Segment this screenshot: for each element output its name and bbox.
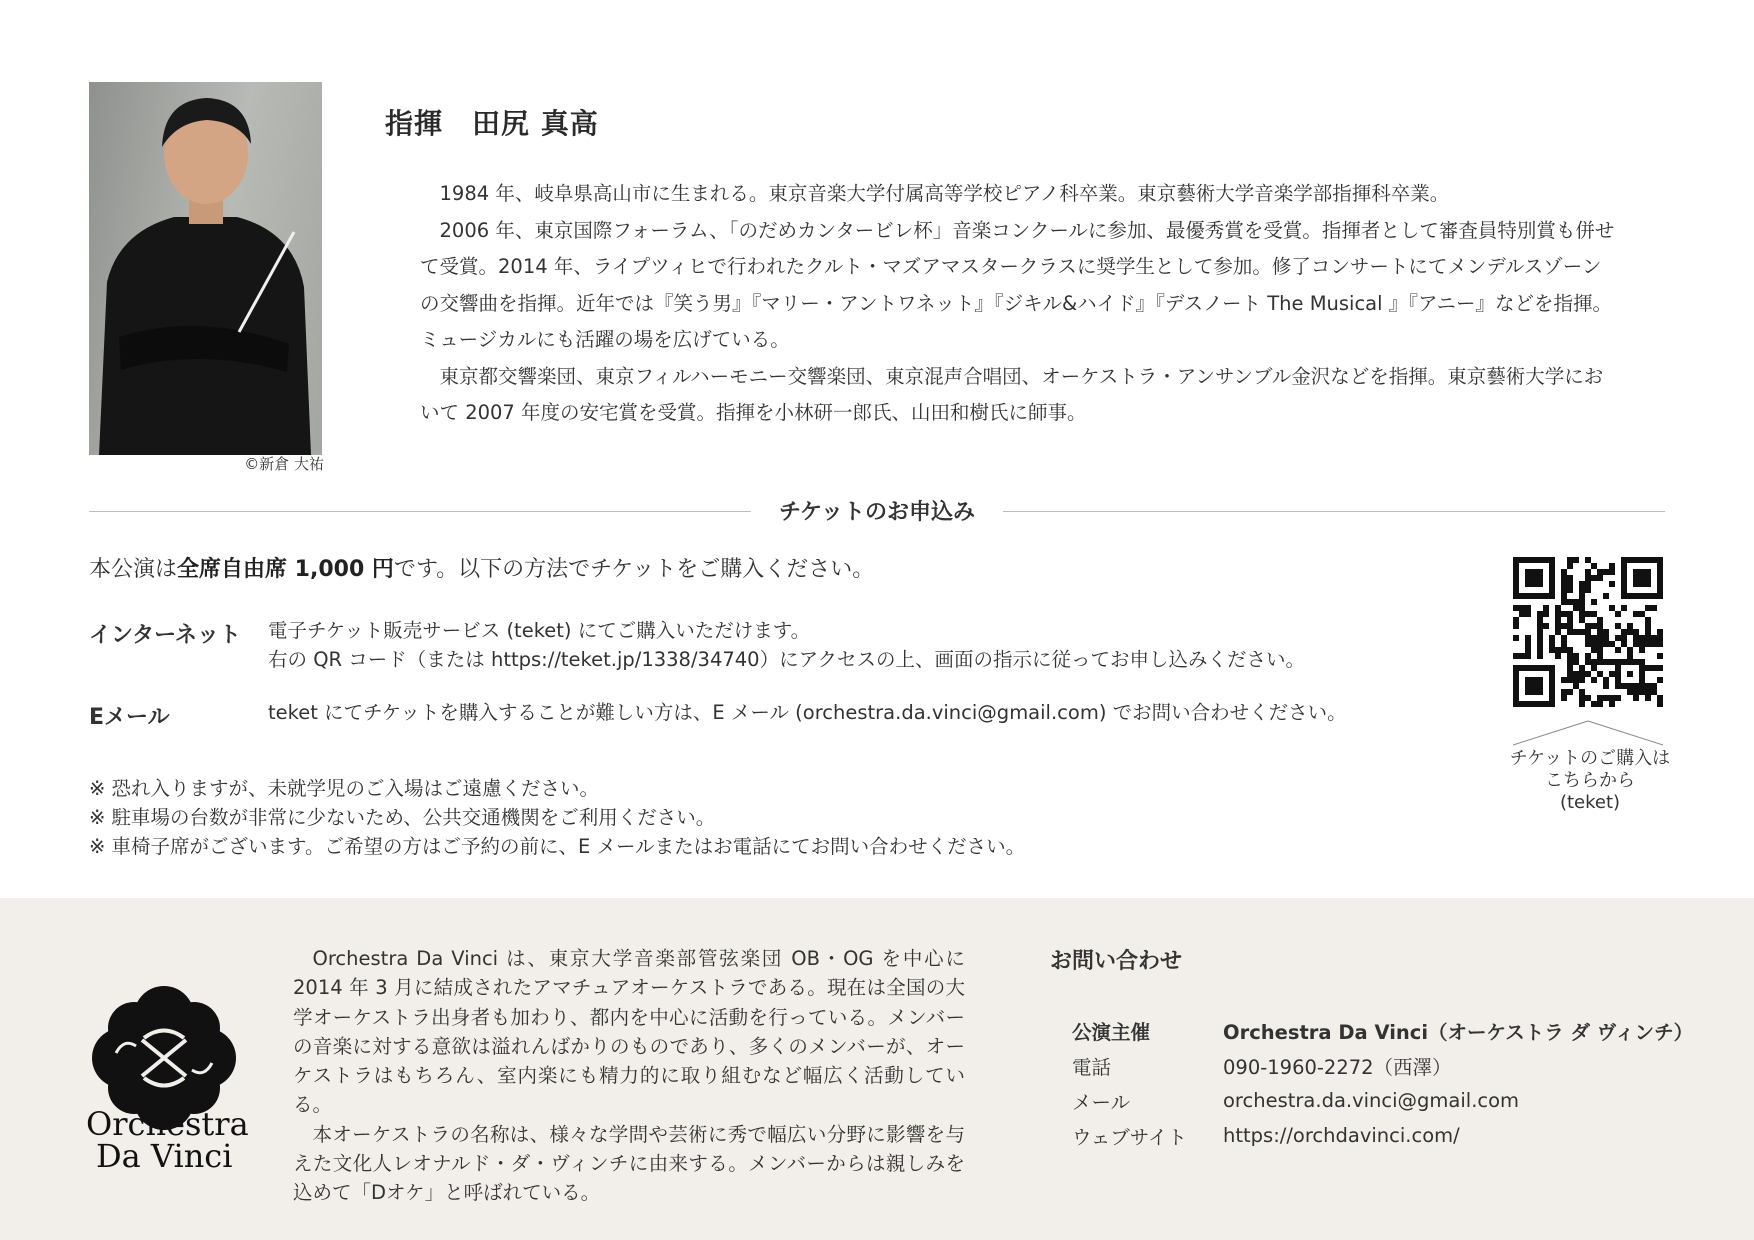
about-paragraph: 本オーケストラの名称は、様々な学問や芸術に秀で幅広い分野に影響を与えた文化人レオナルド・ダ・ヴィンチに由来する。メンバーからは親しみを込めて「Dオケ」と呼ばれている。: [293, 1122, 965, 1205]
divider: [1003, 511, 1665, 512]
conductor-name: 指揮 田尻 真高: [385, 107, 599, 140]
email-text: teket にてチケットを購入することが難しい方は、E メール (orchestra.da.vinci@gmail.com) でお問い合わせください。: [268, 701, 1347, 724]
ticket-intro: [89, 552, 874, 583]
contact-label: 公演主催: [1072, 1020, 1151, 1044]
ticket-heading: チケットのお申込み: [778, 500, 976, 525]
conductor-photo: [89, 82, 322, 455]
internet-text: [268, 616, 1305, 674]
logo-line: Orchestra: [86, 1105, 249, 1143]
conductor-bio: [420, 176, 1620, 432]
qr-caption-line: こちらから: [1545, 770, 1635, 791]
divider: [89, 511, 751, 512]
contact-row-website: [1072, 1118, 1693, 1153]
contact-label: ウェブサイト: [1072, 1125, 1187, 1149]
note-item: ※ 恐れ入りますが、未就学児のご入場はご遠慮ください。: [89, 777, 600, 800]
about-paragraph: Orchestra Da Vinci は、東京大学音楽部管弦楽団 OB・OG を中心に 2014 年 3 月に結成されたアマチュアオーケストラである。現在は全国の大学オーケストラ出身者も加わり、都内を中心に活動を行っている。メンバーの音楽に対する意欲は溢れんばかりのものであり、多くのメンバーが、オーケストラはもちろん、室内楽にも精力的に取り組むなど幅広く活動している。: [293, 947, 965, 1117]
ticket-qr-code[interactable]: [1513, 557, 1663, 707]
bio-paragraph: 東京都交響楽団、東京フィルハーモニー交響楽団、東京混声合唱団、オーケストラ・アンサンブル金沢などを指揮。東京藝術大学において 2007 年度の安宅賞を受賞。指揮を小林研一郎氏、山田和樹氏に師事。: [420, 364, 1604, 424]
orchestra-about: [293, 944, 965, 1208]
qr-caption-line: (teket): [1559, 792, 1621, 813]
internet-line: 右の QR コード（または https://teket.jp/1338/34740）にアクセスの上、画面の指示に従ってお申し込みください。: [268, 648, 1305, 671]
intro-text: 本公演は: [89, 557, 178, 582]
qr-caption: [1485, 748, 1695, 814]
contact-value[interactable]: https://orchdavinci.com/: [1223, 1124, 1460, 1147]
price-text: 全席自由席 1,000 円: [177, 557, 394, 582]
contact-value[interactable]: orchestra.da.vinci@gmail.com: [1223, 1089, 1520, 1112]
qr-caption-line: チケットのご購入は: [1509, 748, 1671, 769]
note-item: ※ 車椅子席がございます。ご希望の方はご予約の前に、E メールまたはお電話にてお問い合わせください。: [89, 835, 1026, 858]
contact-row-phone: [1072, 1048, 1693, 1083]
bio-paragraph: 2006 年、東京国際フォーラム、「のだめカンタービレ杯」音楽コンクールに参加、最優秀賞を受賞。指揮者として審査員特別賞も併せて受賞。2014 年、ライプツィヒで行われたクルト・マズアマスタークラスに奨学生として参加。修了コンサートにてメンデルスゾーンの交響曲を指揮。近年では『笑う男』『マリー・アントワネット』『ジキル&ハイド』『デスノート The Musical 』『アニー』などを指揮。ミュージカルにも活躍の場を広げている。: [420, 218, 1615, 351]
contact-row-organizer: [1072, 1013, 1693, 1048]
contact-row-email: [1072, 1083, 1693, 1118]
email-label: Eメール: [89, 705, 170, 730]
contact-label: メール: [1072, 1090, 1131, 1114]
contact-value[interactable]: 090-1960-2272（西澤）: [1223, 1055, 1452, 1079]
intro-text: です。以下の方法でチケットをご購入ください。: [393, 557, 875, 582]
note-item: ※ 駐車場の台数が非常に少ないため、公共交通機関をご利用ください。: [89, 806, 716, 829]
contact-label: 電話: [1072, 1055, 1112, 1079]
logo-wordmark: [86, 1105, 249, 1175]
bio-paragraph: 1984 年、岐阜県高山市に生まれる。東京音楽大学付属高等学校ピアノ科卒業。東京藝術大学音楽学部指揮科卒業。: [439, 182, 1450, 205]
contact-value: Orchestra Da Vinci（オーケストラ ダ ヴィンチ）: [1223, 1020, 1694, 1044]
photo-credit: ©新倉 大祐: [244, 455, 324, 473]
contact-table: [1072, 1013, 1693, 1153]
notes: [89, 774, 1025, 861]
qr-callout-lines: [1513, 718, 1663, 748]
contact-heading: お問い合わせ: [1050, 949, 1183, 974]
internet-line: 電子チケット販売サービス (teket) にてご購入いただけます。: [268, 619, 811, 642]
logo-line: Da Vinci: [96, 1137, 233, 1175]
internet-label: インターネット: [89, 623, 242, 648]
